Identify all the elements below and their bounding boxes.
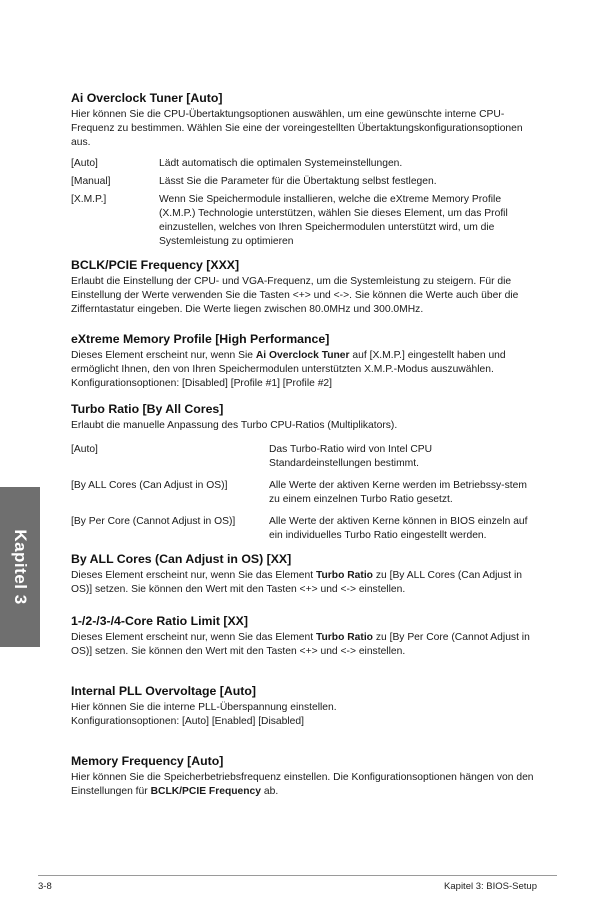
section-bclk-pcie-frequency [71,257,537,317]
section-title: BCLK/PCIE Frequency [XXX] [71,258,240,272]
section-by-all-cores [71,551,537,597]
text-part: Hier können Sie die Speicherbetriebsfrequenz einstellen. Die Konfigurationsoptionen hängen von den Einstellungen für [71,772,534,797]
section-extreme-memory-profile [71,331,537,391]
section-line: Hier können Sie die interne PLL-Überspannung einstellen. [71,702,337,713]
section-turbo-ratio [71,401,537,543]
option-row [71,193,537,249]
text-part: Dieses Element erscheint nur, wenn Sie [71,350,256,361]
option-key: [Manual] [71,176,111,187]
text-part: Dieses Element erscheint nur, wenn Sie das Element [71,570,316,581]
section-text [71,631,537,659]
section-text [71,569,537,597]
section-title: Turbo Ratio [By All Cores] [71,402,224,416]
section-text: Erlaubt die Einstellung der CPU- und VGA-Frequenz, um die Systemleistung zu steigern. Für die Einstellung der Werte verwenden Sie die Tasten <+> und <->. Sie können die Werte auch über die Zifferntastatur eingeben. Die Werte liegen zwischen 80.0MHz und 300.0MHz. [71,276,519,315]
options-table [71,443,537,543]
section-title: eXtreme Memory Profile [High Performance] [71,332,330,346]
section-title: Memory Frequency [Auto] [71,754,224,768]
footer-chapter-label: Kapitel 3: BIOS-Setup [444,881,537,892]
text-part: auf [X.M.P.] eingestellt haben und ermöglicht Ihnen, den von Ihren Speichermodulen unterstützten X.M.P.-Modus auszuwählen. Konfigurationsoptionen: [Disabled] [Profile #1] [Profile #2] [71,350,506,389]
text-part: zu [By ALL Cores (Can Adjust in OS)] setzen. Sie können den Wert mit den Tasten <+> und <-> einstellen. [71,570,522,595]
text-bold-part: BCLK/PCIE Frequency [150,786,262,797]
section-intro: Erlaubt die manuelle Anpassung des Turbo CPU-Ratios (Multiplikators). [71,420,398,431]
text-bold-part: Turbo Ratio [315,632,373,643]
option-description: Lässt Sie die Parameter für die Übertaktung selbst festlegen. [159,176,437,187]
section-ai-overclock-tuner [71,90,537,249]
option-row [71,157,537,171]
section-memory-frequency [71,753,537,799]
section-line: Konfigurationsoptionen: [Auto] [Enabled] [Disabled] [71,716,304,727]
section-title: Ai Overclock Tuner [Auto] [71,91,223,105]
option-row [71,175,537,189]
footer-divider [38,875,557,876]
option-key: [By ALL Cores (Can Adjust in OS)] [71,480,228,491]
section-core-ratio-limit [71,613,537,659]
option-key: [Auto] [71,444,98,455]
section-text [71,771,537,799]
text-part: Dieses Element erscheint nur, wenn Sie das Element [71,632,316,643]
option-description: Alle Werte der aktiven Kerne können in BIOS einzeln auf ein individuelles Turbo Ratio eingestellt werden. [269,516,528,541]
option-description: Lädt automatisch die optimalen Systemeinstellungen. [159,158,403,169]
option-description: Alle Werte der aktiven Kerne werden im Betriebssy-stem zu einem einzelnen Turbo Ratio gesetzt. [269,480,527,505]
text-part: ab. [261,786,279,797]
text-bold-part: Turbo Ratio [315,570,373,581]
option-key: [By Per Core (Cannot Adjust in OS)] [71,516,236,527]
section-title: Internal PLL Overvoltage [Auto] [71,684,256,698]
chapter-side-tab [0,487,40,647]
text-bold-part: Ai Overclock Tuner [255,350,350,361]
option-key: [X.M.P.] [71,194,107,205]
option-row [71,479,537,507]
section-internal-pll-overvoltage [71,683,537,729]
option-row [71,515,537,543]
section-title: 1-/2-/3-/4-Core Ratio Limit [XX] [71,614,248,628]
section-title: By ALL Cores (Can Adjust in OS) [XX] [71,552,292,566]
option-key: [Auto] [71,158,98,169]
options-table [71,157,537,249]
chapter-side-tab-label: Kapitel 3 [11,529,30,605]
option-row [71,443,537,471]
page-content [71,90,537,799]
option-description: Wenn Sie Speichermodule installieren, welche die eXtreme Memory Profile (X.M.P.) Technologie unterstützen, wählen Sie dieses Element, um das Profil einzustellen, welches von Ihren Speichermodulen unterstützt wird, um die Systemleistung zu optimieren [159,194,508,247]
section-intro: Hier können Sie die CPU-Übertaktungsoptionen auswählen, um eine gewünschte interne CPU-Frequenz zu bestimmen. Wählen Sie eine der voreingestellten Übertaktungskonfigurationsoptionen aus. [71,109,523,148]
option-description: Das Turbo-Ratio wird von Intel CPU Standardeinstellungen bestimmt. [269,444,433,469]
section-text [71,349,537,391]
text-part: zu [By Per Core (Cannot Adjust in OS)] setzen. Sie können den Wert mit den Tasten <+> und <-> einstellen. [71,632,530,657]
page-number: 3-8 [38,881,52,892]
